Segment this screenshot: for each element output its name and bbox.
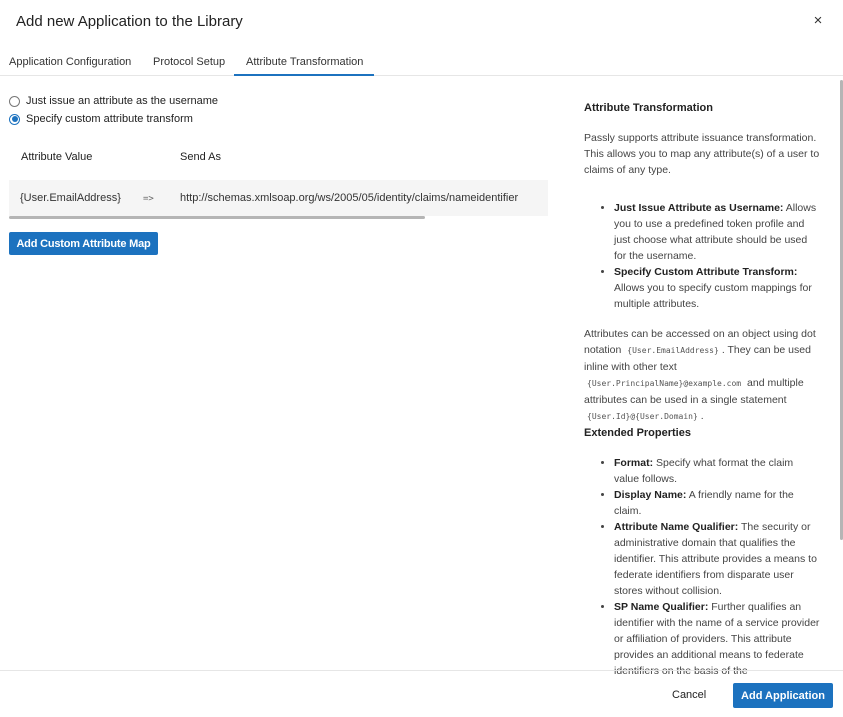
- add-application-button[interactable]: Add Application: [733, 683, 833, 708]
- column-header-send-as: Send As: [180, 151, 221, 163]
- active-tab-indicator: [234, 74, 374, 76]
- help-desc: Further qualifies an identifier with the name of a service provider or affiliation of providers. This attribute provides an additional means to federate identifiers on the basis of the: [614, 601, 820, 677]
- option-issue-username-label: Just issue an attribute as the username: [26, 95, 218, 107]
- help-term: Display Name:: [614, 489, 687, 501]
- help-term: Just Issue Attribute as Username:: [614, 202, 784, 214]
- send-as-cell: http://schemas.xmlsoap.org/ws/2005/05/identity/claims/nameidentifier: [180, 192, 519, 204]
- radio-issue-username[interactable]: [9, 96, 20, 107]
- arrow-icon: =>: [143, 194, 154, 204]
- extended-properties-title: Extended Properties: [584, 427, 691, 439]
- help-notation: [584, 326, 821, 425]
- help-notation-text: . They can be used inline with other text: [584, 344, 811, 373]
- help-desc: A friendly name for the claim.: [614, 489, 794, 517]
- dialog-title: Add new Application to the Library: [16, 13, 243, 30]
- help-notation-text: .: [700, 410, 704, 422]
- tab-application-configuration[interactable]: Application Configuration: [9, 56, 132, 68]
- close-icon[interactable]: ×: [813, 12, 823, 29]
- cancel-button[interactable]: Cancel: [672, 689, 707, 701]
- list-item: [614, 200, 821, 264]
- help-code: {User.Id}@{User.Domain}: [587, 412, 698, 421]
- tab-attribute-transformation[interactable]: Attribute Transformation: [246, 56, 364, 68]
- help-term: SP Name Qualifier:: [614, 601, 709, 613]
- option-issue-username[interactable]: [9, 94, 218, 108]
- list-item: [614, 264, 821, 312]
- help-term: Specify Custom Attribute Transform:: [614, 266, 798, 278]
- horizontal-scrollbar[interactable]: [9, 216, 425, 219]
- radio-custom-transform[interactable]: [9, 114, 20, 125]
- help-modes-list: [584, 200, 821, 312]
- option-custom-transform-label: Specify custom attribute transform: [26, 113, 193, 125]
- tab-protocol-setup[interactable]: Protocol Setup: [153, 56, 226, 68]
- help-intro: Passly supports attribute issuance transformation. This allows you to map any attribute(s) of a user to claims of any type.: [584, 132, 820, 176]
- option-custom-transform[interactable]: [9, 112, 193, 126]
- column-header-attribute-value: Attribute Value: [21, 151, 93, 163]
- help-desc: Allows you to specify custom mappings for multiple attributes.: [614, 282, 812, 310]
- attribute-value-cell: {User.EmailAddress}: [20, 192, 121, 204]
- help-desc: The security or administrative domain that qualifies the identifier. This attribute provides a means to federate identifiers from disparate user stores without collision.: [614, 521, 817, 597]
- help-code: {User.PrincipalName}@example.com: [587, 379, 742, 388]
- help-desc: Specify what format the claim value follows.: [614, 457, 794, 485]
- extended-properties-list: [584, 455, 821, 679]
- list-item: [614, 487, 821, 519]
- help-term: Attribute Name Qualifier:: [614, 521, 739, 533]
- help-title: Attribute Transformation: [584, 102, 713, 114]
- dialog-footer: [0, 670, 843, 717]
- help-notation-text: and multiple attributes can be used in a single statement: [584, 377, 804, 406]
- help-panel: [584, 100, 821, 677]
- help-code: {User.EmailAddress}: [627, 346, 719, 355]
- list-item: [614, 455, 821, 487]
- help-notation-text: Attributes can be accessed on an object using dot notation: [584, 328, 816, 356]
- dialog-header: [0, 0, 843, 44]
- help-term: Format:: [614, 457, 654, 469]
- list-item: [614, 599, 821, 679]
- table-row[interactable]: [9, 180, 548, 216]
- tab-bar: [0, 50, 843, 76]
- help-desc: Allows you to use a predefined token profile and just choose what attribute should be used for the username.: [614, 202, 817, 262]
- radio-selected-dot: [12, 116, 18, 122]
- add-custom-attribute-map-button[interactable]: Add Custom Attribute Map: [9, 232, 158, 255]
- list-item: [614, 519, 821, 599]
